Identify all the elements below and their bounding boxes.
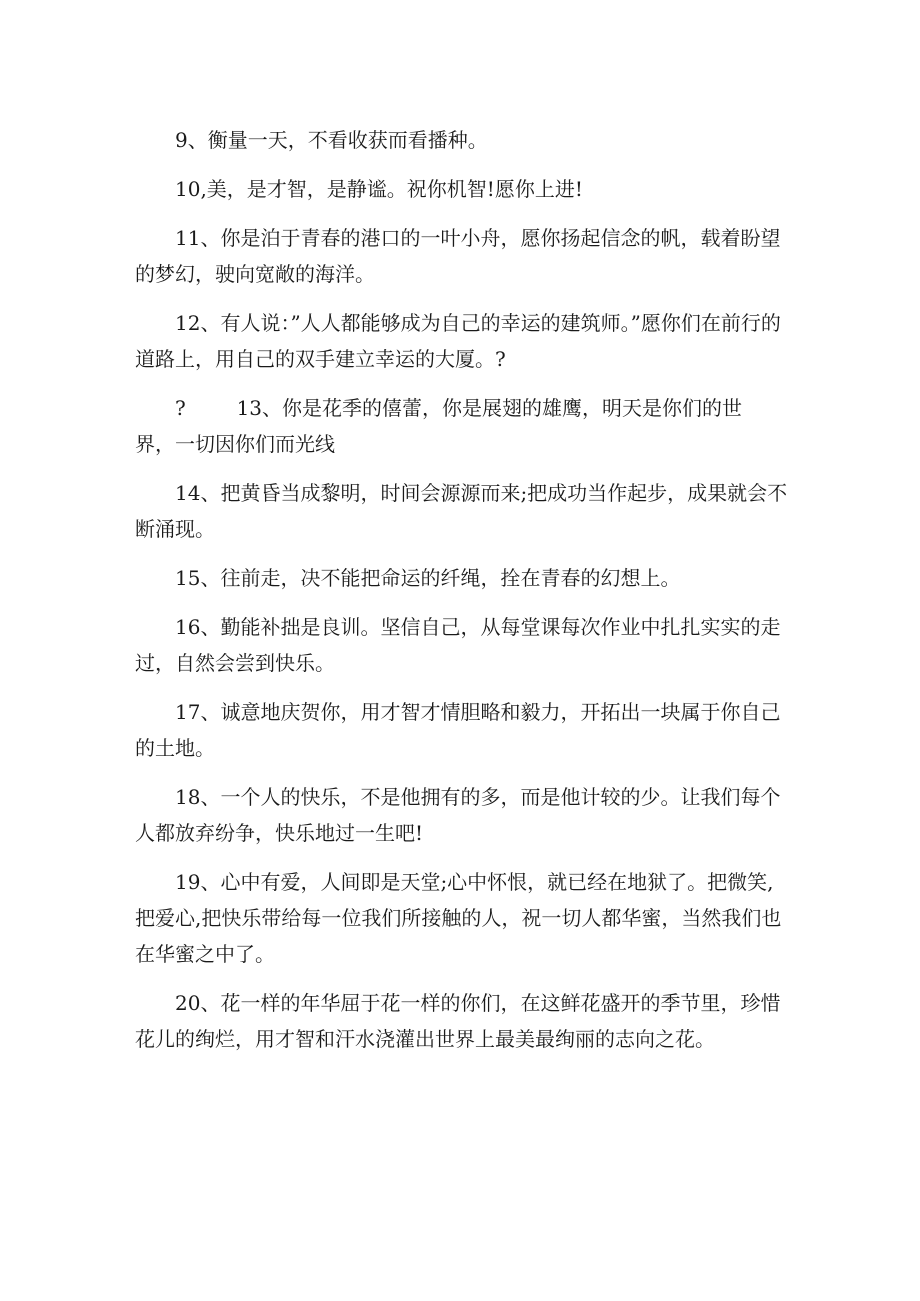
paragraph-11: 11、你是泊于青春的港口的一叶小舟，愿你扬起信念的帆，载着盼望的梦幻，驶向宽敞的海洋。 (135, 226, 781, 286)
paragraph-15: 15、往前走，决不能把命运的纤绳，拴在青春的幻想上。 (175, 566, 681, 590)
paragraph-20: 20、花一样的年华屈于花一样的你们，在这鲜花盛开的季节里，珍惜花儿的绚烂，用才智和汗水浇灌出世界上最美最绚丽的志向之花。 (135, 991, 781, 1051)
paragraph-14: 14、把黄昏当成黎明，时间会源源而来;把成功当作起步，成果就会不断涌现。 (135, 481, 788, 541)
paragraph-16: 16、勤能补拙是良训。坚信自己，从每堂课每次作业中扎扎实实的走过，自然会尝到快乐。 (135, 615, 781, 675)
paragraph-13: ? 13、你是花季的僖蕾，你是展翅的雄鹰，明天是你们的世 界，一切因你们而光线 (135, 396, 743, 456)
paragraph-10: 10,美，是才智，是静谧。祝你机智!愿你上进! (175, 177, 583, 201)
paragraph-19: 19、心中有爱，人间即是天堂;心中怀恨，就已经在地狱了。把微笑,把爱心,把快乐带给每一位我们所接触的人，祝一切人都华蜜，当然我们也在华蜜之中了。 (135, 870, 782, 966)
paragraph-12: 12、有人说：”人人都能够成为自己的幸运的建筑师。”愿你们在前行的道路上，用自己的双手建立幸运的大厦。? (135, 311, 781, 371)
paragraph-9: 9、衡量一天，不看收获而看播种。 (175, 128, 488, 152)
paragraph-17: 17、诚意地庆贺你，用才智才情胆略和毅力，开拓出一块属于你自己的土地。 (135, 700, 781, 760)
paragraph-18: 18、一个人的快乐，不是他拥有的多，而是他计较的少。让我们每个人都放弃纷争，快乐地过一生吧! (135, 785, 781, 845)
document-body (135, 122, 790, 1070)
